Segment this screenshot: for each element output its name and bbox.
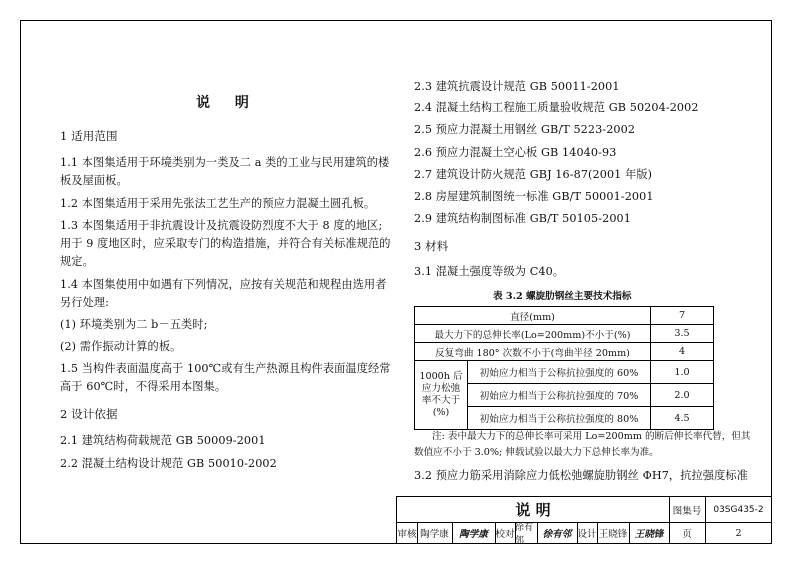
table-cell-label: 反复弯曲 180° 次数不小于(弯曲半径 20mm) [415,343,651,361]
spec-table [414,306,714,430]
table-note-line1: 注: 表中最大力下的总伸长率可采用 Lo=200mm 的断后伸长率代替，但其 [432,431,751,442]
reviewer-signature: 陶学康 [459,529,488,540]
para-1-4-item-2: (2) 需作振动计算的板。 [60,340,182,353]
table-row [415,361,714,384]
para-1-3-line1: 1.3 本图集适用于非抗震设计及抗震设防烈度不大于 8 度的地区; [60,219,383,232]
check-label: 校对 [495,529,515,540]
para-2-5: 2.5 预应力混凝土用钢丝 GB/T 5223-2002 [414,123,636,136]
para-1-2: 1.2 本图集适用于采用先张法工艺生产的预应力混凝土圆孔板。 [60,197,376,210]
table-cell-value: 1.0 [651,361,714,384]
para-2-4: 2.4 混凝土结构工程施工质量验收规范 GB 50204-2002 [414,101,699,114]
table-row [415,343,714,361]
group-label-line: 1000h 后 [419,371,463,382]
table-cell-value: 3.5 [651,325,714,343]
design-label: 设计 [577,529,597,540]
para-1-1-line2: 板及屋面板。 [60,174,128,187]
para-2-6: 2.6 预应力混凝土空心板 GB 14040-93 [414,146,617,159]
para-3-1: 3.1 混凝土强度等级为 C40。 [414,265,565,278]
section-2-heading: 2 设计依据 [60,407,118,421]
table-cell-label: 最大力下的总伸长率(Lo=200mm)不小于(%) [415,325,651,343]
group-label-line: 率不大于 [421,395,461,406]
section-1-heading: 1 适用范围 [60,129,118,143]
para-1-5-line1: 1.5 当构件表面温度高于 100℃或有生产热源且构件表面温度经常 [60,362,391,375]
para-1-4-line2: 另行处理: [60,296,110,309]
para-1-3-line3: 规定。 [60,255,94,268]
group-label-line: (%) [432,407,450,418]
review-label: 审核 [397,529,417,540]
para-1-4-line1: 1.4 本图集使用中如遇有下列情况，应按有关规范和规程由选用者 [60,278,387,291]
para-2-3: 2.3 建筑抗震设计规范 GB 50011-2001 [414,80,620,93]
para-1-3-line2: 用于 9 度地区时，应采取专门的构造措施，并符合有关标准规范的 [60,237,391,250]
title-block [396,496,772,544]
para-3-2: 3.2 预应力筋采用消除应力低松弛螺旋肋钢丝 ΦH7，抗拉强度标准 [414,469,748,482]
table-row [415,307,714,325]
para-1-1-line1: 1.1 本图集适用于环境类别为一类及二 a 类的工业与民用建筑的楼 [60,156,390,169]
reviewer-name: 陶学康 [420,529,449,540]
designer-name: 王晓锋 [598,529,628,540]
para-2-1: 2.1 建筑结构荷载规范 GB 50009-2001 [60,434,266,447]
table-cell-value: 4 [651,343,714,361]
table-cell-label: 初始应力相当于公称抗拉强度的 60% [468,361,651,384]
group-label-line: 应力松弛 [421,383,461,394]
section-3-heading: 3 材料 [414,239,449,253]
para-2-2: 2.2 混凝土结构设计规范 GB 50010-2002 [60,457,277,470]
para-1-4-item-1: (1) 环境类别为二 b－五类时; [60,318,208,331]
table-group-label [415,361,468,430]
page-label: 页 [682,529,692,540]
table-cell-label: 初始应力相当于公称抗拉强度的 70% [468,384,651,407]
page-number: 2 [735,527,742,539]
table-cell-value: 4.5 [651,407,714,430]
para-2-8: 2.8 房屋建筑制图统一标准 GB/T 50001-2001 [414,190,654,203]
table-cell-value: 2.0 [651,384,714,407]
table-row [415,325,714,343]
para-2-7: 2.7 建筑设计防火规范 GBJ 16-87(2001 年版) [414,168,653,181]
title-block-title: 说 明 [515,501,551,519]
designer-signature: 王晓锋 [634,529,664,540]
checker-name: 徐有邻 [515,523,534,546]
atlas-number-label: 图集号 [672,505,702,517]
para-2-9: 2.9 建筑结构制图标准 GB/T 50105-2001 [414,212,631,225]
table-cell-label: 直径(mm) [415,307,651,325]
table-cell-label: 初始应力相当于公称抗拉强度的 80% [468,407,651,430]
atlas-number: 03SG435-2 [713,504,764,515]
para-1-5-line2: 高于 60℃时，不得采用本图集。 [60,380,227,393]
table-note-line2: 数值应不小于 3.0%; 伸载试验以最大力下总伸长率为准。 [414,447,659,458]
table-caption: 表 3.2 螺旋肋钢丝主要技术指标 [493,291,632,302]
page-title: 说 明 [196,95,259,111]
table-cell-value: 7 [651,307,714,325]
checker-signature: 徐有邻 [542,529,572,540]
